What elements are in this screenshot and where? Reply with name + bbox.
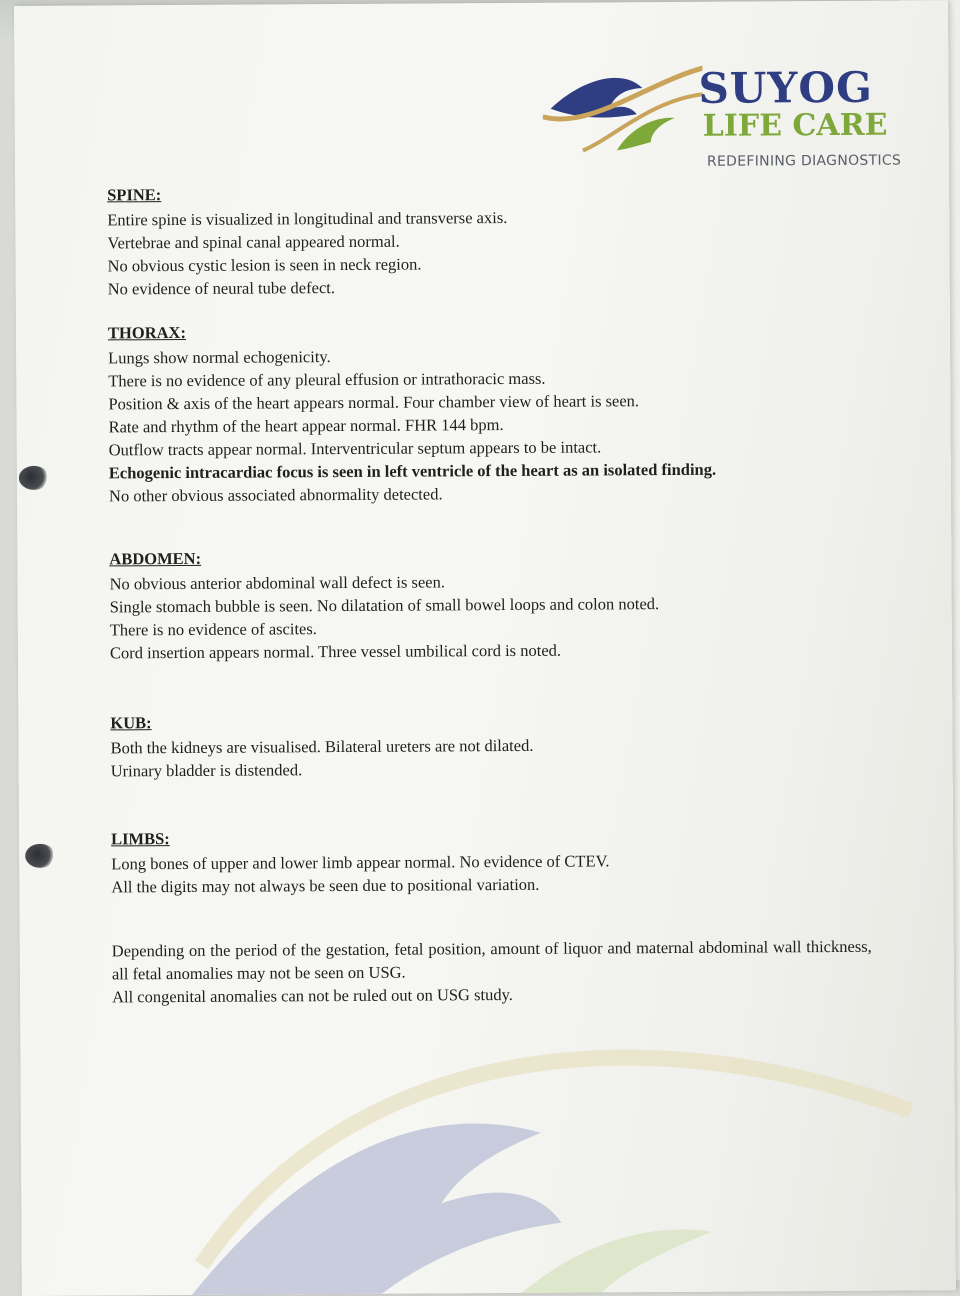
report-line: Lungs show normal echogenicity. (108, 347, 331, 368)
report-line: Entire spine is visualized in longitudinal and transverse axis. (107, 207, 508, 230)
report-line: Outflow tracts appear normal. Interventricular septum appears to be intact. (108, 437, 602, 460)
logo-name: SUYOG (698, 62, 874, 113)
report-line: Position & axis of the heart appears normal. Four chamber view of heart is seen. (108, 391, 640, 414)
punch-hole-lower (25, 844, 55, 868)
section-heading: THORAX: (107, 322, 186, 343)
report-line: No other obvious associated abnormality detected. (108, 484, 443, 506)
report-line: Cord insertion appears normal. Three vessel umbilical cord is noted. (109, 640, 562, 663)
section-heading: KUB: (110, 713, 152, 733)
section-heading: LIMBS: (111, 829, 170, 849)
report-line: Urinary bladder is distended. (110, 760, 303, 781)
section-kub (110, 707, 890, 783)
logo-tagline: REDEFINING DIAGNOSTICS (706, 152, 902, 170)
report-line: Single stomach bubble is seen. No dilatation of small bowel loops and colon noted. (109, 594, 660, 617)
disclaimer-paragraph: Depending on the period of the gestation, fetal position, amount of liquor and maternal abdominal wall thickness, all fetal anomalies may not be seen on USG. (111, 936, 872, 984)
report-line: There is no evidence of any pleural effusion or intrathoracic mass. (108, 368, 546, 391)
report-line: Long bones of upper and lower limb appear normal. No evidence of CTEV. (111, 851, 610, 874)
disclaimer-closing: All congenital anomalies can not be ruled out on USG study. (111, 984, 513, 1007)
section-abdomen (109, 543, 890, 665)
company-logo (542, 53, 903, 185)
report-page (14, 0, 956, 1296)
disclaimer (112, 935, 872, 1009)
report-line: Both the kidneys are visualised. Bilateral ureters are not dilated. (110, 735, 534, 758)
report-line: There is no evidence of ascites. (109, 619, 317, 640)
report-line: No obvious cystic lesion is seen in neck region. (107, 254, 422, 276)
report-line: All the digits may not always be seen due to positional variation. (111, 874, 540, 897)
section-heading: ABDOMEN: (109, 548, 202, 569)
logo-swoosh-icon (542, 58, 703, 169)
section-limbs (111, 823, 891, 899)
section-heading: SPINE: (107, 185, 162, 205)
section-spine (107, 179, 888, 301)
key-finding: Echogenic intracardiac focus is seen in left ventricle of the heart as an isolated finding. (108, 459, 717, 483)
logo-subtitle: LIFE CARE (702, 107, 888, 144)
punch-hole-upper (19, 466, 49, 490)
report-line: No obvious anterior abdominal wall defect is seen. (109, 572, 445, 594)
report-line: Vertebrae and spinal canal appeared normal. (107, 231, 400, 253)
report-line: No evidence of neural tube defect. (107, 278, 336, 299)
section-thorax (108, 317, 889, 508)
report-line: Rate and rhythm of the heart appear normal. FHR 144 bpm. (108, 415, 504, 437)
